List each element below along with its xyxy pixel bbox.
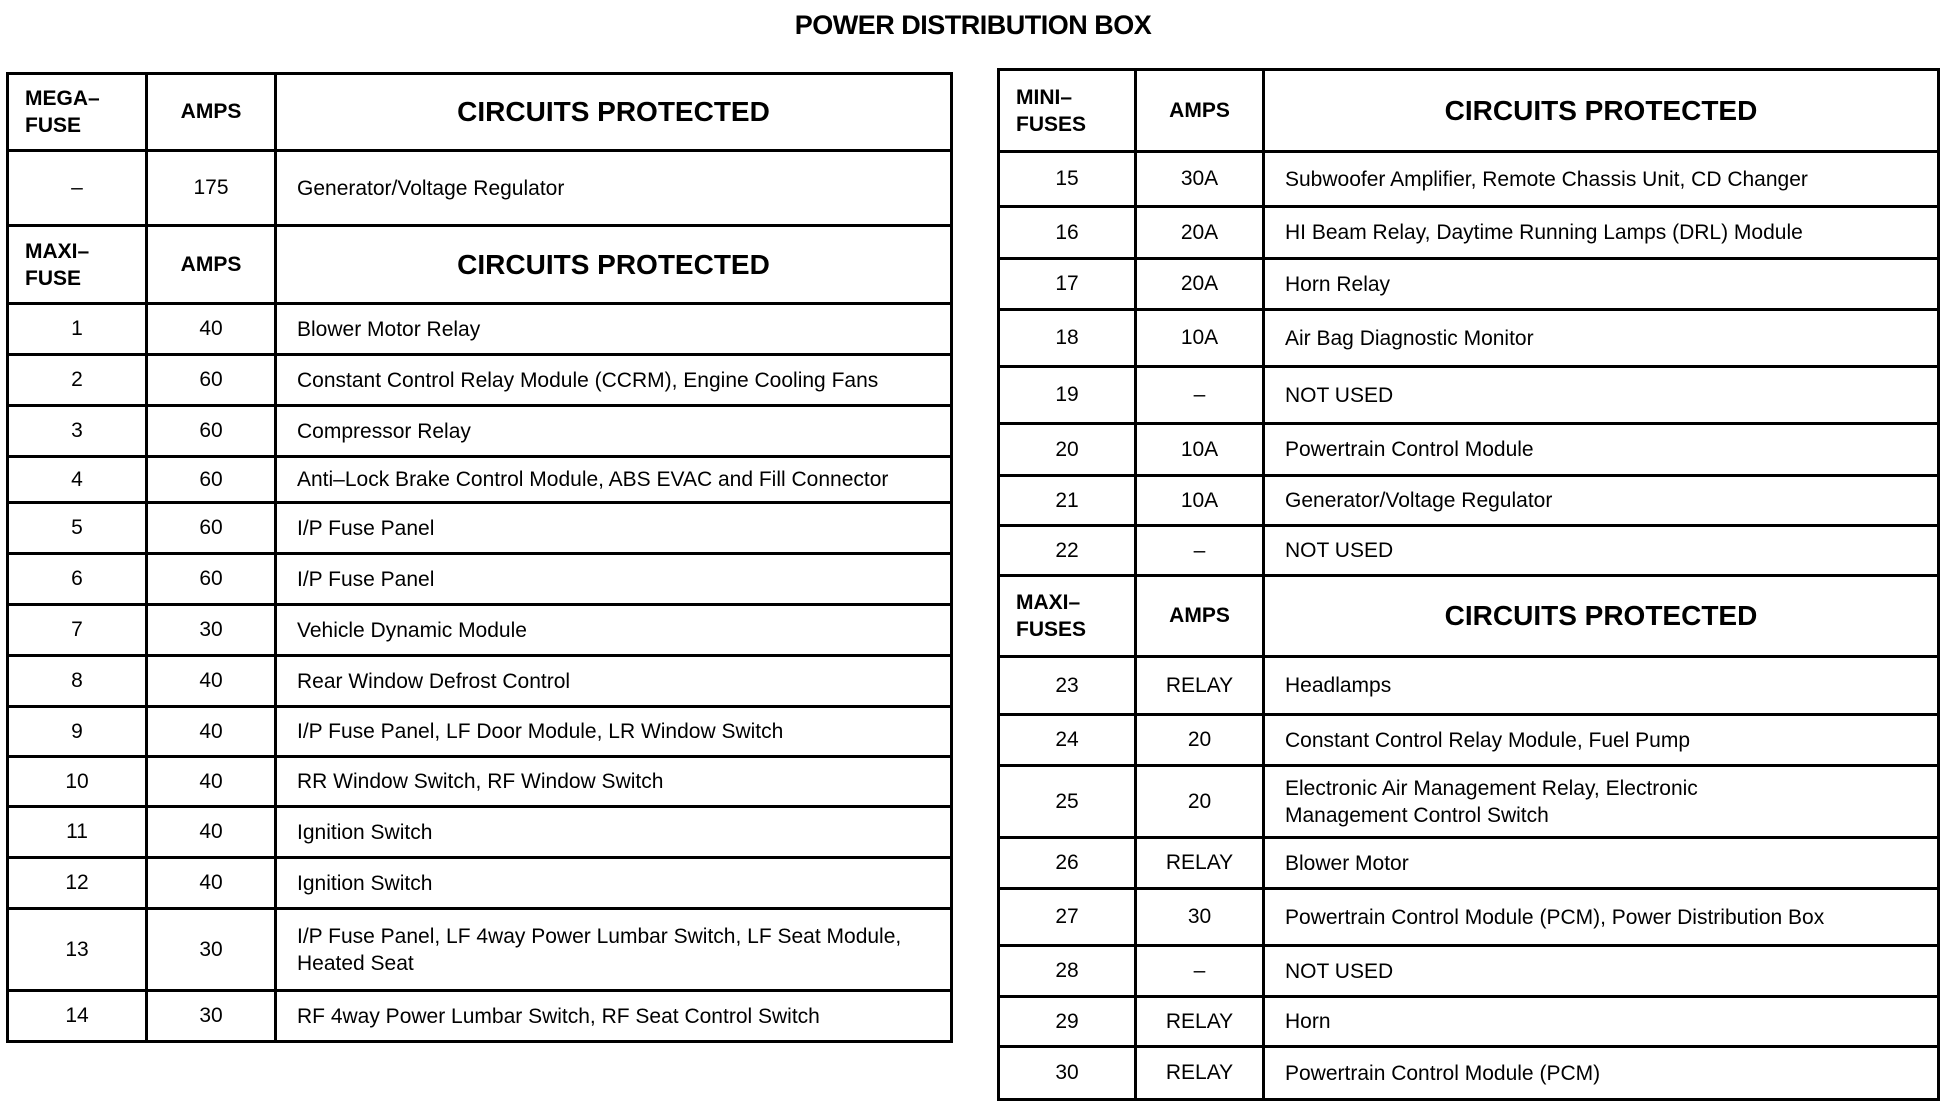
- fuse-amps: 175: [147, 151, 276, 226]
- fuse-number: 16: [999, 207, 1136, 259]
- table-row: [999, 207, 1939, 259]
- fuse-number: 13: [8, 909, 147, 991]
- circuit-line: I/P Fuse Panel: [297, 516, 435, 540]
- section-header-row: [8, 74, 952, 151]
- circuit-line: RR Window Switch, RF Window Switch: [297, 770, 664, 793]
- circuits-protected: [276, 991, 952, 1042]
- fuse-amps: 20: [1136, 766, 1264, 838]
- circuits-header: CIRCUITS PROTECTED: [276, 74, 952, 151]
- circuits-protected: [276, 554, 952, 605]
- fuse-amps: 10A: [1136, 310, 1264, 367]
- circuit-line: Compressor Relay: [297, 419, 471, 443]
- circuits-protected: [276, 406, 952, 457]
- table-row: [8, 457, 952, 503]
- fuse-amps: RELAY: [1136, 997, 1264, 1047]
- table-row: [999, 424, 1939, 476]
- fuse-amps: RELAY: [1136, 657, 1264, 715]
- fuse-amps: 20: [1136, 715, 1264, 766]
- amps-header: AMPS: [147, 226, 276, 304]
- circuits-protected: [276, 858, 952, 909]
- circuit-line: NOT USED: [1285, 959, 1394, 983]
- circuit-line: I/P Fuse Panel: [297, 567, 435, 591]
- fuse-number: 24: [999, 715, 1136, 766]
- table-row: [8, 807, 952, 858]
- table-row: [8, 355, 952, 406]
- fuse-amps: 40: [147, 656, 276, 707]
- table-row: [8, 406, 952, 457]
- fuse-amps: 10A: [1136, 476, 1264, 526]
- table-row: [999, 310, 1939, 367]
- fuse-type-header-line: FUSE: [25, 114, 82, 137]
- circuit-line: Constant Control Relay Module (CCRM), Engine Cooling Fans: [297, 368, 879, 392]
- amps-header: AMPS: [1136, 70, 1264, 152]
- fuse-number: 6: [8, 554, 147, 605]
- fuse-amps: 20A: [1136, 259, 1264, 310]
- fuse-amps: 40: [147, 757, 276, 807]
- fuse-number: 22: [999, 526, 1136, 576]
- fuse-number: 19: [999, 367, 1136, 424]
- circuits-protected: [276, 909, 952, 991]
- fuse-number: 12: [8, 858, 147, 909]
- circuits-protected: [276, 605, 952, 656]
- fuse-number: 17: [999, 259, 1136, 310]
- circuit-line: Electronic Air Management Relay, Electronic: [1285, 776, 1698, 800]
- table-row: [999, 476, 1939, 526]
- table-row: [8, 605, 952, 656]
- circuits-protected: [1264, 1047, 1939, 1100]
- fuse-number: 14: [8, 991, 147, 1042]
- circuit-line: Blower Motor Relay: [297, 317, 481, 341]
- table-row: [8, 554, 952, 605]
- fuse-number: 27: [999, 889, 1136, 946]
- circuit-line: Ignition Switch: [297, 820, 433, 844]
- circuits-header: CIRCUITS PROTECTED: [1264, 70, 1939, 152]
- fuse-number: 4: [8, 457, 147, 503]
- circuit-line: NOT USED: [1285, 539, 1394, 562]
- fuse-type-header: [999, 576, 1136, 657]
- circuits-protected: [1264, 715, 1939, 766]
- circuit-line: Horn: [1285, 1010, 1331, 1033]
- fuse-number: 11: [8, 807, 147, 858]
- circuits-protected: [276, 807, 952, 858]
- fuse-amps: RELAY: [1136, 838, 1264, 889]
- fuse-amps: RELAY: [1136, 1047, 1264, 1100]
- fuse-amps: 40: [147, 304, 276, 355]
- fuse-number: 5: [8, 503, 147, 554]
- circuits-protected: [1264, 310, 1939, 367]
- fuse-number: 20: [999, 424, 1136, 476]
- fuse-number: –: [8, 151, 147, 226]
- circuits-protected: [1264, 526, 1939, 576]
- fuse-amps: 60: [147, 503, 276, 554]
- fuse-type-header-line: MINI–: [1016, 85, 1073, 109]
- circuits-protected: [1264, 766, 1939, 838]
- table-row: [8, 909, 952, 991]
- circuits-protected: [276, 355, 952, 406]
- table-row: [999, 997, 1939, 1047]
- circuit-line: I/P Fuse Panel, LF Door Module, LR Window Switch: [297, 720, 784, 743]
- section-header-row: [999, 70, 1939, 152]
- circuit-line: Generator/Voltage Regulator: [297, 176, 565, 200]
- circuits-protected: [1264, 889, 1939, 946]
- table-row: [999, 152, 1939, 207]
- circuit-line: HI Beam Relay, Daytime Running Lamps (DRL) Module: [1285, 221, 1803, 244]
- table-row: [999, 1047, 1939, 1100]
- fuse-number: 15: [999, 152, 1136, 207]
- fuse-amps: 60: [147, 554, 276, 605]
- circuit-line: Generator/Voltage Regulator: [1285, 489, 1553, 512]
- circuits-protected: [276, 707, 952, 757]
- fuse-type-header-line: MAXI–: [1016, 591, 1081, 614]
- fuse-amps: 10A: [1136, 424, 1264, 476]
- fuse-number: 30: [999, 1047, 1136, 1100]
- fuse-type-header: [8, 74, 147, 151]
- fuse-number: 8: [8, 656, 147, 707]
- fuse-type-header: [8, 226, 147, 304]
- circuit-line: Rear Window Defrost Control: [297, 669, 571, 693]
- circuits-protected: [1264, 838, 1939, 889]
- circuits-protected: [1264, 152, 1939, 207]
- amps-header: AMPS: [1136, 576, 1264, 657]
- circuit-line: Ignition Switch: [297, 871, 433, 895]
- fuse-type-header-line: FUSE: [25, 266, 82, 290]
- fuse-amps: 60: [147, 457, 276, 503]
- section-header-row: [8, 226, 952, 304]
- circuit-line: Constant Control Relay Module, Fuel Pump: [1285, 728, 1691, 752]
- circuits-protected: [1264, 259, 1939, 310]
- table-row: [8, 858, 952, 909]
- fuse-amps: 30: [147, 909, 276, 991]
- circuit-line: Air Bag Diagnostic Monitor: [1285, 326, 1534, 350]
- circuit-line: Heated Seat: [297, 951, 414, 975]
- left-fuse-table: [6, 72, 953, 1043]
- table-row: [999, 526, 1939, 576]
- table-row: [8, 757, 952, 807]
- table-row: [999, 946, 1939, 997]
- fuse-amps: –: [1136, 946, 1264, 997]
- circuits-protected: [276, 304, 952, 355]
- circuit-line: Horn Relay: [1285, 272, 1391, 296]
- fuse-type-header: [999, 70, 1136, 152]
- circuit-line: RF 4way Power Lumbar Switch, RF Seat Control Switch: [297, 1004, 820, 1028]
- circuits-protected: [1264, 476, 1939, 526]
- circuits-protected: [276, 503, 952, 554]
- amps-header: AMPS: [147, 74, 276, 151]
- fuse-amps: 30: [147, 605, 276, 656]
- fuse-number: 21: [999, 476, 1136, 526]
- circuits-protected: [1264, 367, 1939, 424]
- fuse-number: 1: [8, 304, 147, 355]
- table-row: [8, 707, 952, 757]
- table-row: [8, 656, 952, 707]
- fuse-amps: 30: [1136, 889, 1264, 946]
- circuit-line: Powertrain Control Module (PCM): [1285, 1061, 1601, 1085]
- fuse-number: 25: [999, 766, 1136, 838]
- fuse-amps: 60: [147, 406, 276, 457]
- section-header-row: [999, 576, 1939, 657]
- fuse-amps: –: [1136, 526, 1264, 576]
- circuits-header: CIRCUITS PROTECTED: [1264, 576, 1939, 657]
- table-row: [999, 657, 1939, 715]
- fuse-amps: 40: [147, 858, 276, 909]
- table-row: [999, 766, 1939, 838]
- fuse-type-header-line: MAXI–: [25, 239, 90, 263]
- table-row: [999, 838, 1939, 889]
- fuse-type-header-line: FUSES: [1016, 618, 1087, 641]
- fuse-amps: 40: [147, 807, 276, 858]
- circuit-line: Blower Motor: [1285, 851, 1409, 875]
- circuits-header: CIRCUITS PROTECTED: [276, 226, 952, 304]
- fuse-amps: 20A: [1136, 207, 1264, 259]
- fuse-number: 18: [999, 310, 1136, 367]
- page-title: POWER DISTRIBUTION BOX: [794, 10, 1152, 40]
- circuits-protected: [276, 457, 952, 503]
- table-row: [8, 151, 952, 226]
- fuse-number: 9: [8, 707, 147, 757]
- fuse-number: 7: [8, 605, 147, 656]
- circuit-line: Headlamps: [1285, 674, 1392, 697]
- table-row: [999, 259, 1939, 310]
- circuit-line: I/P Fuse Panel, LF 4way Power Lumbar Switch, LF Seat Module,: [297, 924, 902, 948]
- fuse-amps: 30: [147, 991, 276, 1042]
- circuits-protected: [276, 656, 952, 707]
- fuse-amps: –: [1136, 367, 1264, 424]
- circuit-line: Subwoofer Amplifier, Remote Chassis Unit, CD Changer: [1285, 167, 1808, 191]
- circuit-line: NOT USED: [1285, 383, 1394, 407]
- fuse-number: 23: [999, 657, 1136, 715]
- circuits-protected: [1264, 207, 1939, 259]
- table-row: [8, 991, 952, 1042]
- fuse-amps: 60: [147, 355, 276, 406]
- fuse-number: 2: [8, 355, 147, 406]
- circuit-line: Management Control Switch: [1285, 803, 1549, 827]
- table-row: [8, 503, 952, 554]
- circuit-line: Powertrain Control Module (PCM), Power Distribution Box: [1285, 905, 1825, 929]
- fuse-amps: 30A: [1136, 152, 1264, 207]
- fuse-number: 29: [999, 997, 1136, 1047]
- fuse-number: 10: [8, 757, 147, 807]
- fuse-number: 28: [999, 946, 1136, 997]
- fuse-number: 26: [999, 838, 1136, 889]
- circuits-protected: [1264, 946, 1939, 997]
- circuit-line: Powertrain Control Module: [1285, 438, 1534, 461]
- fuse-number: 3: [8, 406, 147, 457]
- circuits-protected: [1264, 424, 1939, 476]
- table-row: [999, 367, 1939, 424]
- fuse-type-header-line: FUSES: [1016, 112, 1087, 136]
- circuit-line: Vehicle Dynamic Module: [297, 618, 527, 642]
- fuse-type-header-line: MEGA–: [25, 87, 100, 110]
- circuit-line: Anti–Lock Brake Control Module, ABS EVAC and Fill Connector: [297, 468, 889, 491]
- right-fuse-table: [997, 68, 1940, 1101]
- circuits-protected: [1264, 657, 1939, 715]
- table-row: [8, 304, 952, 355]
- circuits-protected: [1264, 997, 1939, 1047]
- table-row: [999, 715, 1939, 766]
- circuits-protected: [276, 757, 952, 807]
- table-row: [999, 889, 1939, 946]
- circuits-protected: [276, 151, 952, 226]
- fuse-amps: 40: [147, 707, 276, 757]
